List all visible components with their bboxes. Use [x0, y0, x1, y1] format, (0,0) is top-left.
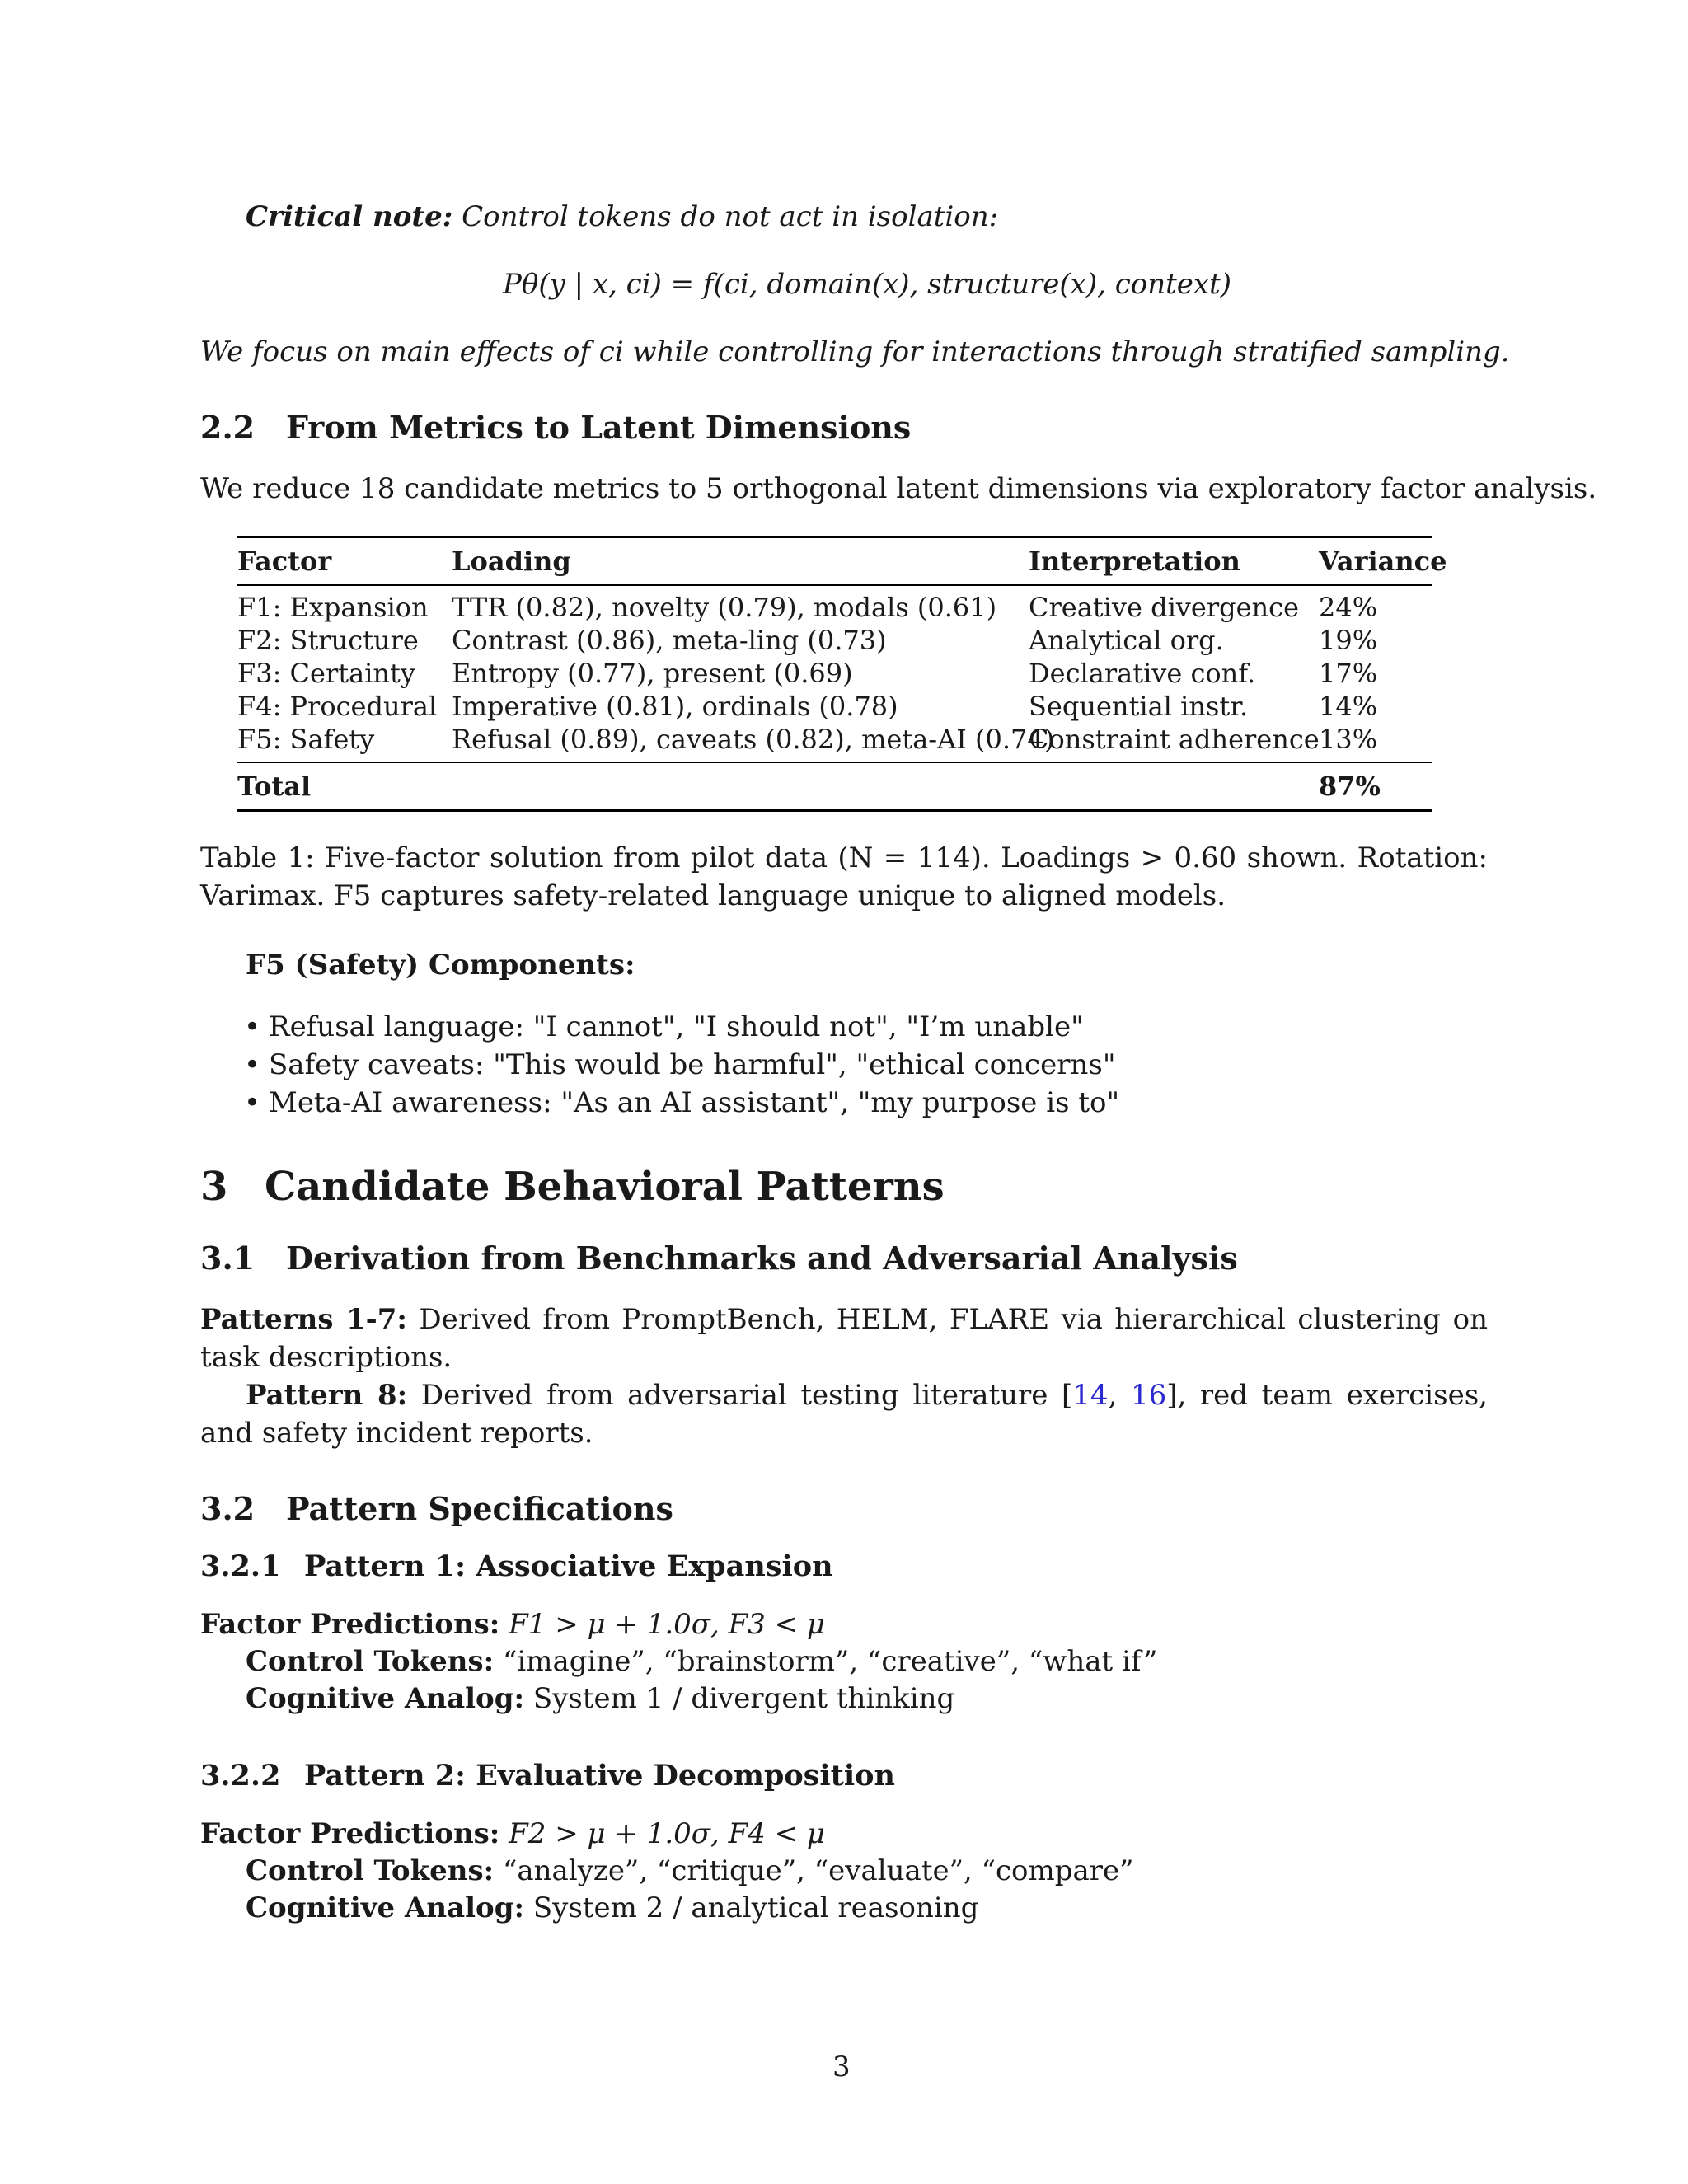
cognitive-analog-label: Cognitive Analog:	[246, 1682, 525, 1715]
section-title: Candidate Behavioral Patterns	[265, 1164, 945, 1210]
table-header-loading: Loading	[452, 546, 571, 577]
table-cell: F2: Structure	[237, 624, 419, 656]
pattern1-factor-predictions	[200, 1605, 825, 1643]
section-2-2-intro: We reduce 18 candidate metrics to 5 orthogonal latent dimensions via exploratory factor analysis.	[200, 472, 1597, 505]
pattern-8-text-b: ], red team exercises, and safety incident reports.	[200, 1379, 1488, 1450]
section-number: 2.2	[200, 409, 256, 446]
table-cell: F5: Safety	[237, 723, 375, 755]
pattern-8-text-a: Derived from adversarial testing literature [	[420, 1379, 1073, 1412]
table-header-variance: Variance	[1319, 546, 1447, 577]
table-cell: Constraint adherence	[1029, 723, 1320, 755]
table-cell: Declarative conf.	[1029, 657, 1256, 689]
cognitive-analog-label: Cognitive Analog:	[246, 1891, 525, 1924]
table-cell: Refusal (0.89), caveats (0.82), meta-AI (0.74)	[452, 723, 1055, 755]
subsection-title: Pattern 2: Evaluative Decomposition	[304, 1759, 895, 1793]
pattern1-control-tokens	[246, 1643, 1157, 1680]
section-heading-3-1	[200, 1240, 1238, 1277]
section-heading-3-2	[200, 1490, 673, 1527]
section-number: 3	[200, 1164, 228, 1210]
factor-predictions-label: Factor Predictions:	[200, 1817, 500, 1850]
section-title: Derivation from Benchmarks and Adversarial Analysis	[286, 1240, 1238, 1277]
critical-note-label: Critical note:	[246, 200, 453, 233]
critical-note-text: Control tokens do not act in isolation:	[462, 200, 999, 233]
subsection-number: 3.2.2	[200, 1759, 281, 1793]
list-item: • Safety caveats: "This would be harmful", "ethical concerns"	[239, 1046, 1119, 1084]
equation: Pθ(y | x, ci) = f(ci, domain(x), structure(x), context)	[503, 268, 1232, 301]
subsection-title: Pattern 1: Associative Expansion	[304, 1549, 833, 1583]
pattern1-cognitive-analog	[246, 1680, 954, 1718]
cognitive-analog-text: System 1 / divergent thinking	[532, 1682, 955, 1715]
f5-components-title: F5 (Safety) Components:	[246, 949, 635, 982]
citation-link-14[interactable]: 14	[1072, 1379, 1109, 1412]
cognitive-analog-text: System 2 / analytical reasoning	[532, 1891, 979, 1924]
control-tokens-label: Control Tokens:	[246, 1645, 495, 1678]
citation-link-16[interactable]: 16	[1130, 1379, 1167, 1412]
factor-predictions-text: F2 > μ + 1.0σ, F4 < μ	[509, 1817, 826, 1850]
control-tokens-text: “imagine”, “brainstorm”, “creative”, “what if”	[503, 1645, 1158, 1678]
list-item: • Meta-AI awareness: "As an AI assistant", "my purpose is to"	[239, 1084, 1119, 1122]
pattern2-factor-predictions	[200, 1815, 825, 1853]
table-cell: 13%	[1319, 723, 1378, 755]
table-cell: F1: Expansion	[237, 591, 429, 623]
table-cell: F3: Certainty	[237, 657, 415, 689]
table-cell: Creative divergence	[1029, 591, 1299, 623]
section-number: 3.2	[200, 1490, 256, 1527]
f5-components-list	[239, 1008, 1119, 1122]
patterns-1-7-text: Derived from PromptBench, HELM, FLARE via hierarchical clustering on task descriptions.	[200, 1303, 1488, 1374]
subsection-heading-3-2-2	[200, 1759, 895, 1793]
table-row	[237, 624, 1432, 657]
citation-separator: ,	[1108, 1379, 1131, 1412]
table-cell: Sequential instr.	[1029, 690, 1249, 722]
section-title: From Metrics to Latent Dimensions	[286, 409, 912, 446]
control-tokens-label: Control Tokens:	[246, 1854, 495, 1887]
table-cell: 17%	[1319, 657, 1378, 689]
table-cell: 24%	[1319, 591, 1378, 623]
table-row	[237, 591, 1432, 624]
table-cell: Entropy (0.77), present (0.69)	[452, 657, 853, 689]
patterns-1-7-paragraph	[200, 1301, 1488, 1376]
pattern2-control-tokens	[246, 1852, 1134, 1890]
table-total-row	[237, 763, 1432, 809]
table-header-interpretation: Interpretation	[1029, 546, 1240, 577]
table-row	[237, 723, 1432, 756]
pattern-8-label: Pattern 8:	[246, 1379, 408, 1412]
section-heading-2-2	[200, 409, 911, 446]
table-caption: Table 1: Five-factor solution from pilot data (N = 114). Loadings > 0.60 shown. Rotation: Varimax. F5 captures safety-related language unique to aligned models.	[200, 841, 1488, 912]
section-title: Pattern Specifications	[286, 1490, 673, 1527]
patterns-1-7-label: Patterns 1-7:	[200, 1303, 407, 1336]
table-cell: Imperative (0.81), ordinals (0.78)	[452, 690, 898, 722]
table-cell: Contrast (0.86), meta-ling (0.73)	[452, 624, 887, 656]
table-total-value: 87%	[1319, 771, 1381, 802]
focus-statement: We focus on main effects of ci while controlling for interactions through stratified sampling.	[200, 335, 1510, 368]
subsection-heading-3-2-1	[200, 1549, 833, 1583]
table-row	[237, 657, 1432, 690]
section-number: 3.1	[200, 1240, 256, 1277]
subsection-number: 3.2.1	[200, 1549, 281, 1583]
table-cell: F4: Procedural	[237, 690, 438, 722]
critical-note	[246, 198, 998, 236]
table-cell: 14%	[1319, 690, 1378, 722]
control-tokens-text: “analyze”, “critique”, “evaluate”, “compare”	[503, 1854, 1134, 1887]
page-number: 3	[832, 2050, 851, 2083]
pattern-8-paragraph	[200, 1376, 1488, 1452]
table-cell: 19%	[1319, 624, 1378, 656]
table-cell: Analytical org.	[1029, 624, 1224, 656]
table-cell: TTR (0.82), novelty (0.79), modals (0.61)	[452, 591, 997, 623]
table-header-factor: Factor	[237, 546, 332, 577]
table-total-label: Total	[237, 771, 312, 802]
table-bottom-rule	[237, 809, 1432, 812]
table-row	[237, 690, 1432, 723]
table-header-row	[237, 538, 1447, 584]
factor-predictions-label: Factor Predictions:	[200, 1608, 500, 1641]
section-heading-3	[200, 1164, 945, 1210]
factor-predictions-text: F1 > μ + 1.0σ, F3 < μ	[509, 1608, 826, 1641]
list-item: • Refusal language: "I cannot", "I should not", "I’m unable"	[239, 1008, 1119, 1046]
pattern2-cognitive-analog	[246, 1889, 978, 1927]
factor-table	[237, 536, 1447, 812]
